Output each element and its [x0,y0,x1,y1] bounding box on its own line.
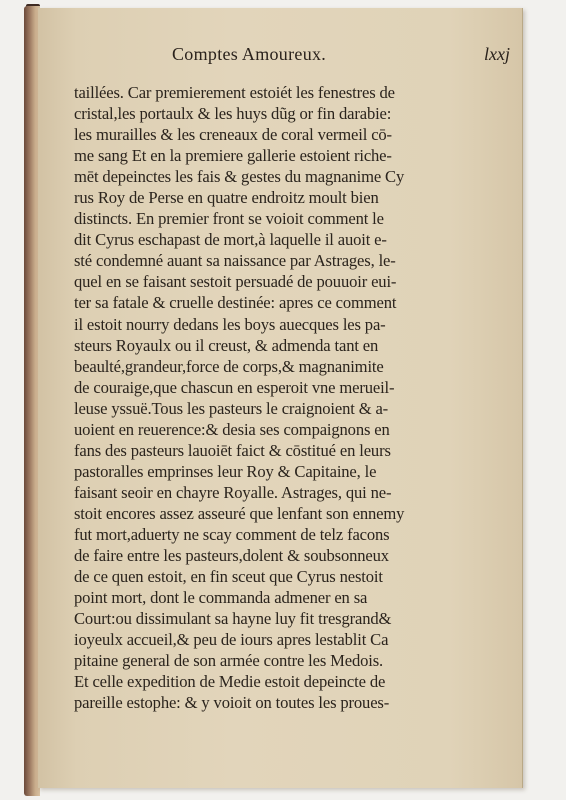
text-line: de couraige,que chascun en esperoit vne merueil- [74,377,395,397]
text-line: point mort, dont le commanda admener en sa [74,588,368,608]
text-line: sté condemné auant sa naissance par Astrages, le- [74,251,396,271]
text-line: les murailles & les creneaux de coral vermeil cō- [74,125,392,145]
text-line: fut mort,aduerty ne scay comment de telz facons [74,524,390,544]
book-page [38,8,523,788]
text-line: taillées. Car premierement estoiét les fenestres de [74,83,395,102]
text-line: beaulté,grandeur,force de corps,& magnanimite [74,356,384,376]
text-line: Court:ou dissimulant sa hayne luy fit tresgrand& [74,609,392,629]
text-line: pitaine general de son armée contre les Medois. [74,651,384,671]
text-line: stoit encores assez asseuré que lenfant son ennemy [74,503,405,523]
text-line: de faire entre les pasteurs,dolent & soubsonneux [74,546,389,566]
text-line: ter sa fatale & cruelle destinée: apres ce comment [74,293,397,313]
text-line: me sang Et en la premiere gallerie estoient riche- [74,146,392,166]
text-line: leuse yssuë.Tous les pasteurs le craignoient & a- [74,398,389,418]
text-line: faisant seoir en chayre Royalle. Astrages, qui ne- [74,482,392,502]
text-line: dit Cyrus eschapast de mort,à laquelle il auoit e- [74,230,387,250]
text-line: fans des pasteurs lauoiēt faict & cōstitué en leurs [74,440,391,460]
text-line: quel en se faisant sestoit persuadé de pouuoir eui- [74,272,397,292]
text-line: uoient en reuerence:& desia ses compaignons en [74,419,390,439]
text-line: pastoralles emprinses leur Roy & Capitaine, le [74,461,377,481]
text-line: rus Roy de Perse en quatre endroitz moult bien [74,188,379,208]
page-header [38,44,522,74]
text-line: steurs Royaulx ou il creust, & admenda tant en [74,335,379,355]
text-line: il estoit nourry dedans les boys auecques les pa- [74,314,386,334]
text-line: de ce quen estoit, en fin sceut que Cyrus nestoit [74,567,383,587]
folio-number: lxxj [484,44,510,64]
text-line: mēt depeinctes les fais & gestes du magnanime Cy [74,167,405,187]
text-line: pareille estophe: & y voioit on toutes les proues- [74,693,390,713]
text-line: cristal,les portaulx & les huys dũg or fin darabie: [74,104,392,124]
text-line: Et celle expedition de Medie estoit depeincte de [74,672,386,692]
running-title: Comptes Amoureux. [172,44,327,64]
text-line: distincts. En premier front se voioit comment le [74,209,384,229]
text-block [74,82,492,713]
text-line: ioyeulx accueil,& peu de iours apres lestablit Ca [74,630,389,650]
